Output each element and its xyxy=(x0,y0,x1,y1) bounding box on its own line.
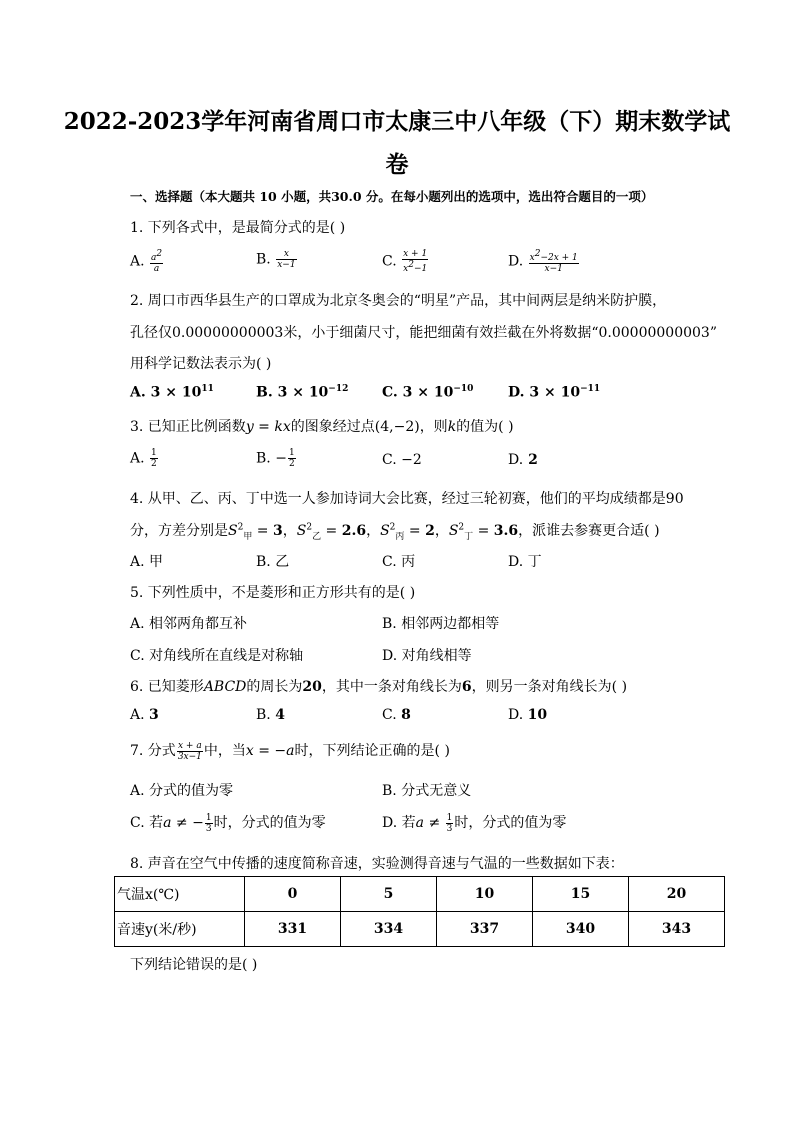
q3-option-d: D. 2 xyxy=(508,452,538,468)
question-2-line3: 用科学记数法表示为( ) xyxy=(130,356,272,372)
q4-option-b: B. 乙 xyxy=(256,554,290,570)
fraction: $\frac{1}{3}$ xyxy=(205,812,212,834)
q5-option-d: D. 对角线相等 xyxy=(382,648,472,664)
fraction: $\frac{x + 1}{x^2-1}$ xyxy=(403,249,428,274)
question-2-line1: 2. 周口市西华县生产的口罩成为北京冬奥会的“明星”产品，其中间两层是纳米防护膜， xyxy=(130,293,667,309)
q7-option-c: C. 若a ≠ − $\frac{1}{3}$ 时，分式的值为零 xyxy=(130,812,326,834)
question-3-stem: 3. 已知正比例函数y = kx的图象经过点(4,−2)，则k的值为( ) xyxy=(130,419,514,435)
q4-option-a: A. 甲 xyxy=(130,554,164,570)
fraction: $\frac{x + a}{3x-1}$ xyxy=(177,740,202,762)
table-cell: 334 xyxy=(341,912,437,947)
fraction: $\frac{x}{x-1}$ xyxy=(277,249,296,270)
table-cell: 331 xyxy=(245,912,341,947)
q6-option-d: D. 10 xyxy=(508,707,548,723)
q7-option-b: B. 分式无意义 xyxy=(382,783,472,799)
q5-option-b: B. 相邻两边都相等 xyxy=(382,616,500,632)
question-5-stem: 5. 下列性质中，不是菱形和正方形共有的是( ) xyxy=(130,585,416,601)
table-cell: 15 xyxy=(533,877,629,912)
q1-option-b: B. $\frac{x}{x-1}$ xyxy=(256,249,296,270)
question-7-stem: 7. 分式 $\frac{x + a}{3x-1}$ 中，当x = −a时，下列结论正确的是( ) xyxy=(130,740,450,762)
fraction: $\frac{1}{3}$ xyxy=(446,812,453,834)
q7-option-d: D. 若a ≠ $\frac{1}{3}$ 时，分式的值为零 xyxy=(382,812,567,834)
question-8-followup: 下列结论错误的是( ) xyxy=(130,957,258,973)
exam-title-line2: 卷 xyxy=(385,151,409,178)
fraction: $\frac{x^2-2x + 1}{x-1}$ xyxy=(529,249,578,274)
fraction: $\frac{a^2}{a}$ xyxy=(151,249,163,274)
table-row xyxy=(115,877,725,912)
table-row-label: 音速y(米/秒) xyxy=(115,912,245,947)
question-2-line2: 孔径仅0.00000000003米，小于细菌尺寸，能把细菌有效拦截在外将数据“0.00000000003” xyxy=(130,325,717,341)
table-cell: 343 xyxy=(629,912,725,947)
table-cell: 0 xyxy=(245,877,341,912)
q2-option-a: A. $3 \times 10^{11}$ xyxy=(130,384,214,401)
q4-option-d: D. 丁 xyxy=(508,554,542,570)
question-6-stem: 6. 已知菱形ABCD的周长为20，其中一条对角线长为6，则另一条对角线长为( ) xyxy=(130,679,628,695)
table-cell: 337 xyxy=(437,912,533,947)
exam-title-line1: 2022-2023学年河南省周口市太康三中八年级（下）期末数学试 xyxy=(63,108,731,135)
q4-option-c: C. 丙 xyxy=(382,554,416,570)
data-table xyxy=(114,876,725,947)
section-header: 一、选择题（本大题共 10 小题，共30.0 分。在每小题列出的选项中，选出符合题目的一项） xyxy=(130,189,654,204)
q1-option-c: C. $\frac{x + 1}{x^2-1}$ xyxy=(382,249,428,274)
fraction: $\frac{1}{2}$ xyxy=(288,448,295,469)
fraction: $\frac{1}{2}$ xyxy=(151,448,157,469)
q1-option-d: D. $\frac{x^2-2x + 1}{x-1}$ xyxy=(508,249,578,274)
q3-option-b: B. − $\frac{1}{2}$ xyxy=(256,448,295,469)
question-8-stem: 8. 声音在空气中传播的速度简称音速，实验测得音速与气温的一些数据如下表： xyxy=(130,856,624,872)
table-cell: 5 xyxy=(341,877,437,912)
q2-option-d: D. $3 \times 10^{-11}$ xyxy=(508,384,601,401)
table-row-label: 气温x(℃) xyxy=(115,877,245,912)
table-cell: 340 xyxy=(533,912,629,947)
q3-option-c: C. −2 xyxy=(382,452,422,468)
table-row xyxy=(115,912,725,947)
table-cell: 20 xyxy=(629,877,725,912)
q5-option-a: A. 相邻两角都互补 xyxy=(130,616,248,632)
q6-option-c: C. 8 xyxy=(382,707,411,723)
q2-option-c: C. $3 \times 10^{-10}$ xyxy=(382,384,474,401)
q6-option-a: A. 3 xyxy=(130,707,159,723)
question-1-stem: 1. 下列各式中，是最简分式的是( ) xyxy=(130,220,346,236)
q2-option-b: B. $3 \times 10^{-12}$ xyxy=(256,384,349,401)
question-4-line1: 4. 从甲、乙、丙、丁中选一人参加诗词大会比赛，经过三轮初赛，他们的平均成绩都是90 xyxy=(130,491,684,507)
q7-option-a: A. 分式的值为零 xyxy=(130,783,234,799)
q1-option-a: A. $\frac{a^2}{a}$ xyxy=(130,249,163,274)
q6-option-b: B. 4 xyxy=(256,707,285,723)
q5-option-c: C. 对角线所在直线是对称轴 xyxy=(130,648,304,664)
q3-option-a: A. $\frac{1}{2}$ xyxy=(130,448,157,469)
question-4-line2: 分，方差分别是$S^2_甲 = 3$，$S^2_乙 = 2.6$，$S^2_丙 = 2$，$S^2_丁 = 3.6$，派谁去参赛更合适( ) xyxy=(130,522,660,542)
table-cell: 10 xyxy=(437,877,533,912)
